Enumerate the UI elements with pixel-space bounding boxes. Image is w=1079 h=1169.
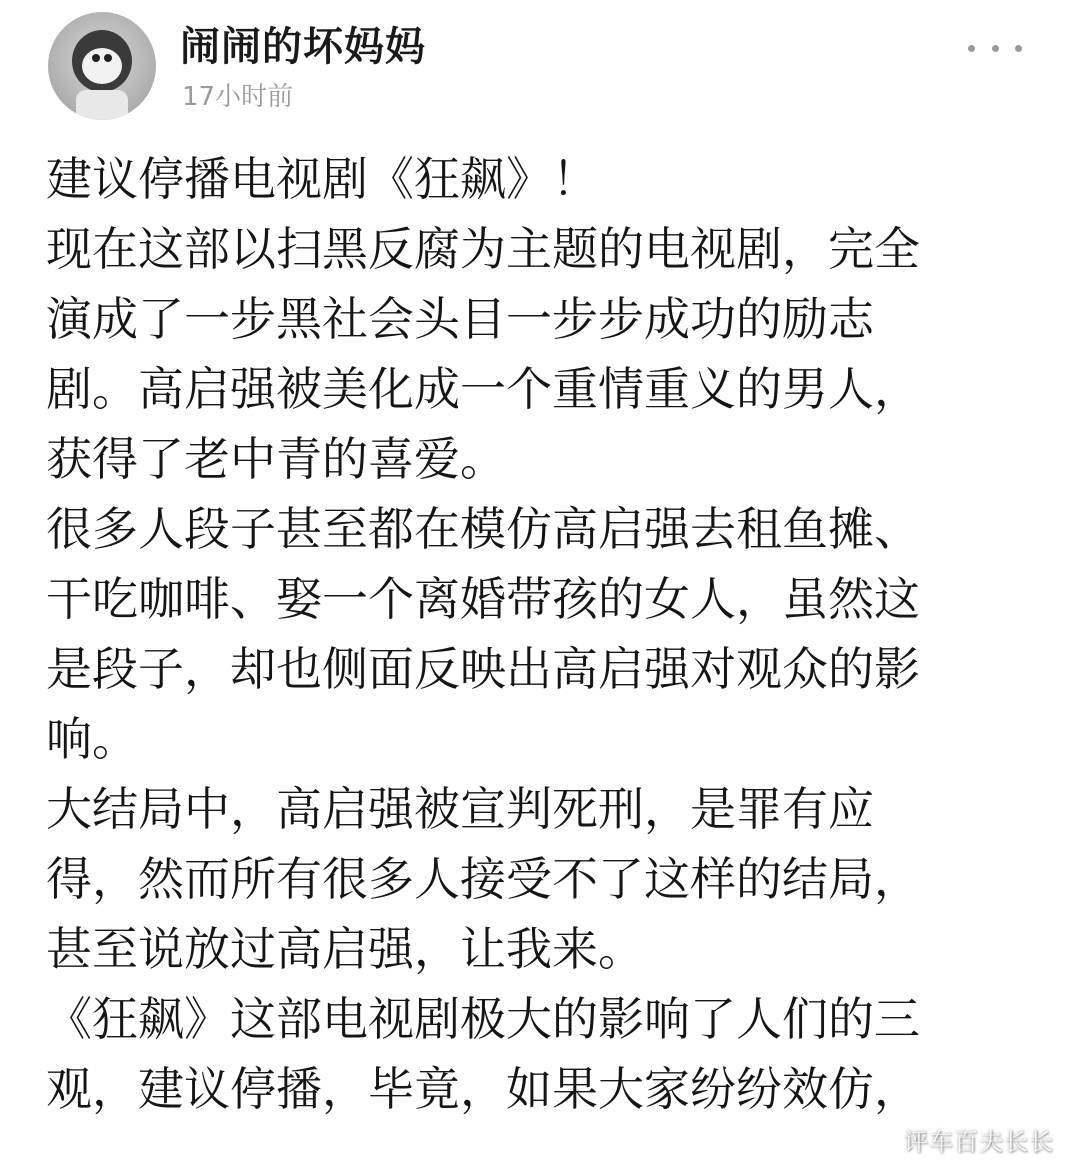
post-text-line: 大结局中，高启强被宣判死刑，是罪有应	[46, 782, 874, 836]
avatar-eye-left	[92, 54, 100, 62]
post-text-line: 剧。高启强被美化成一个重情重义的男人，	[46, 362, 920, 416]
post-body	[46, 144, 1036, 1124]
dot	[992, 45, 999, 52]
post-text-line: 是段子，却也侧面反映出高启强对观众的影	[46, 642, 920, 696]
avatar-face-inner	[82, 48, 122, 84]
post-text-line: 现在这部以扫黑反腐为主题的电视剧，完全	[46, 222, 920, 276]
watermark: 评车百夫长长	[904, 1128, 1054, 1156]
avatar-body	[76, 90, 128, 120]
post-text-line: 观，建议停播，毕竟，如果大家纷纷效仿，	[46, 1062, 920, 1116]
post-header	[0, 0, 1079, 130]
dot	[1015, 45, 1022, 52]
author-name[interactable]: 闹闹的坏妈妈	[180, 24, 426, 70]
post-timestamp: 17小时前	[182, 82, 294, 112]
avatar-eye-right	[104, 54, 112, 62]
post-text-line: 干吃咖啡、娶一个离婚带孩的女人，虽然这	[46, 572, 920, 626]
more-dots-icon[interactable]	[968, 36, 1022, 60]
post-text-line: 很多人段子甚至都在模仿高启强去租鱼摊、	[46, 502, 920, 556]
post-text-line: 得，然而所有很多人接受不了这样的结局，	[46, 852, 920, 906]
post-text-line: 响。	[46, 712, 138, 766]
dot	[968, 45, 975, 52]
post-text-line: 甚至说放过高启强，让我来。	[46, 922, 644, 976]
post-text-line: 建议停播电视剧《狂飙》！	[46, 152, 598, 206]
post-text-line: 获得了老中青的喜爱。	[46, 432, 506, 486]
avatar[interactable]	[48, 12, 156, 120]
post-text-line: 《狂飙》这部电视剧极大的影响了人们的三	[46, 992, 920, 1046]
post-text-line: 演成了一步黑社会头目一步步成功的励志	[46, 292, 874, 346]
